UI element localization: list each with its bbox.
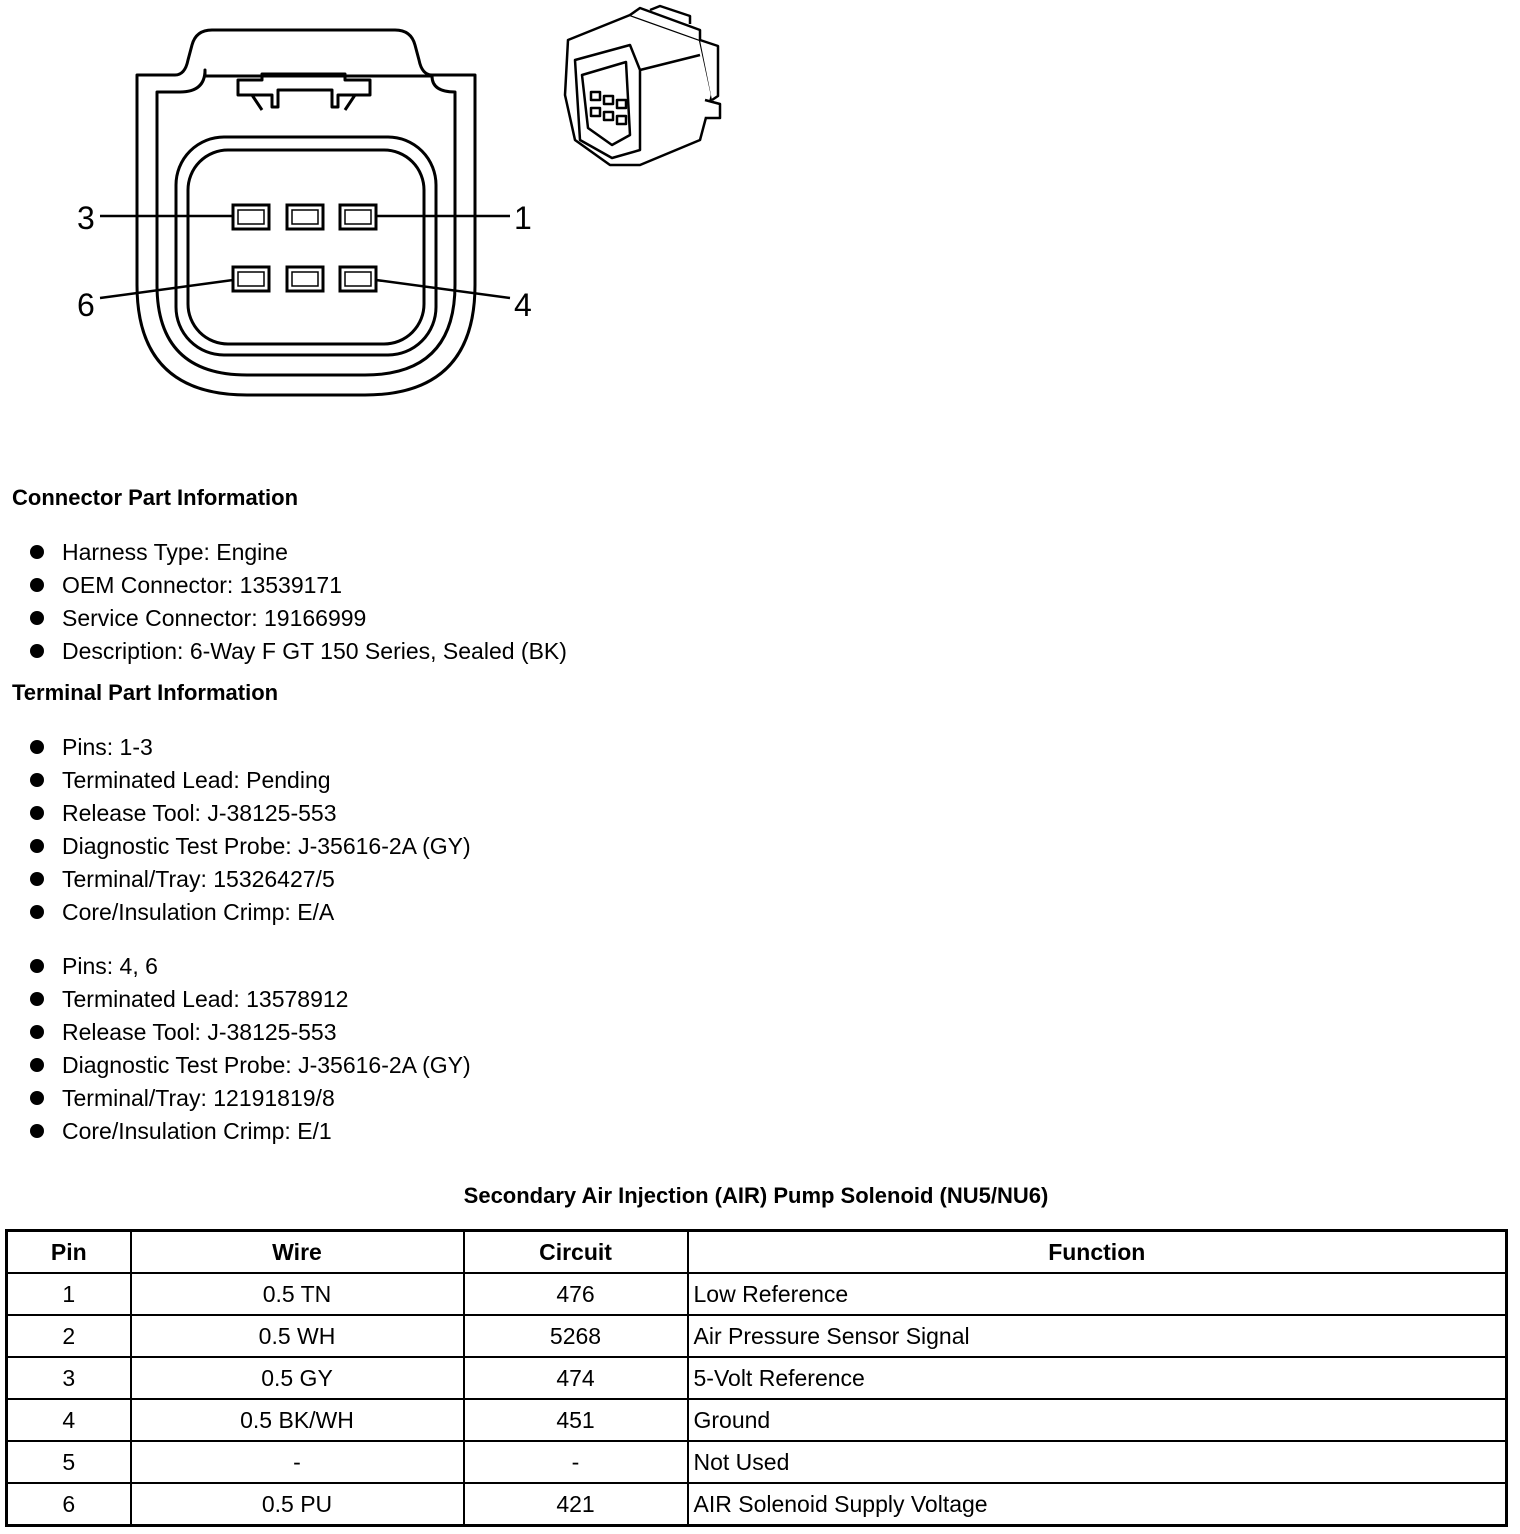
cell-wire: 0.5 PU xyxy=(131,1483,464,1526)
list-item: Diagnostic Test Probe: J-35616-2A (GY) xyxy=(30,830,471,863)
cell-function: Not Used xyxy=(688,1441,1507,1483)
list-item: Pins: 1-3 xyxy=(30,731,471,764)
table-title: Secondary Air Injection (AIR) Pump Solenoid (NU5/NU6) xyxy=(463,1183,1049,1208)
table-row xyxy=(7,1315,1507,1357)
cell-circuit: 474 xyxy=(464,1357,688,1399)
list-item: Diagnostic Test Probe: J-35616-2A (GY) xyxy=(30,1049,471,1082)
cell-function: Low Reference xyxy=(688,1273,1507,1315)
list-item: Description: 6-Way F GT 150 Series, Sealed (BK) xyxy=(30,635,567,668)
pin-label-1: 1 xyxy=(514,200,532,236)
cell-wire: 0.5 GY xyxy=(131,1357,464,1399)
pin-label-6: 6 xyxy=(77,287,95,323)
list-item: Harness Type: Engine xyxy=(30,536,567,569)
list-item: Terminated Lead: Pending xyxy=(30,764,471,797)
list-item: Terminal/Tray: 15326427/5 xyxy=(30,863,471,896)
pin-label-3: 3 xyxy=(77,200,95,236)
cell-pin: 2 xyxy=(7,1315,131,1357)
list-item: Service Connector: 19166999 xyxy=(30,602,567,635)
table-row xyxy=(7,1483,1507,1526)
list-item: Release Tool: J-38125-553 xyxy=(30,797,471,830)
pinout-table xyxy=(5,1229,1508,1527)
cell-pin: 3 xyxy=(7,1357,131,1399)
cell-circuit: 451 xyxy=(464,1399,688,1441)
cell-function: AIR Solenoid Supply Voltage xyxy=(688,1483,1507,1526)
cell-function: 5-Volt Reference xyxy=(688,1357,1507,1399)
pin-label-4: 4 xyxy=(514,287,532,323)
connector-iso-view xyxy=(565,6,720,165)
cell-pin: 6 xyxy=(7,1483,131,1526)
connector-face xyxy=(176,137,436,355)
terminal-part-heading: Terminal Part Information xyxy=(12,680,279,705)
list-item: Core/Insulation Crimp: E/A xyxy=(30,896,471,929)
cell-circuit: 421 xyxy=(464,1483,688,1526)
list-item: Terminal/Tray: 12191819/8 xyxy=(30,1082,471,1115)
connector-diagram xyxy=(0,0,760,420)
terminal-part-list-2 xyxy=(30,950,471,1148)
cell-function: Ground xyxy=(688,1399,1507,1441)
list-item: OEM Connector: 13539171 xyxy=(30,569,567,602)
cell-circuit: - xyxy=(464,1441,688,1483)
table-row xyxy=(7,1357,1507,1399)
list-item: Terminated Lead: 13578912 xyxy=(30,983,471,1016)
cell-wire: 0.5 TN xyxy=(131,1273,464,1315)
terminal-part-list-1 xyxy=(30,731,471,929)
cell-wire: 0.5 WH xyxy=(131,1315,464,1357)
column-header-wire: Wire xyxy=(131,1231,464,1274)
cell-function: Air Pressure Sensor Signal xyxy=(688,1315,1507,1357)
cell-wire: - xyxy=(131,1441,464,1483)
column-header-pin: Pin xyxy=(7,1231,131,1274)
cell-circuit: 476 xyxy=(464,1273,688,1315)
table-row xyxy=(7,1441,1507,1483)
table-header-row xyxy=(7,1231,1507,1274)
cell-circuit: 5268 xyxy=(464,1315,688,1357)
leader-line-4 xyxy=(376,280,510,298)
connector-part-list xyxy=(30,536,567,668)
list-item: Release Tool: J-38125-553 xyxy=(30,1016,471,1049)
cell-pin: 4 xyxy=(7,1399,131,1441)
column-header-circuit: Circuit xyxy=(464,1231,688,1274)
cell-pin: 5 xyxy=(7,1441,131,1483)
list-item: Pins: 4, 6 xyxy=(30,950,471,983)
cell-wire: 0.5 BK/WH xyxy=(131,1399,464,1441)
cell-pin: 1 xyxy=(7,1273,131,1315)
leader-line-6 xyxy=(100,280,233,298)
table-row xyxy=(7,1273,1507,1315)
connector-part-heading: Connector Part Information xyxy=(12,485,299,510)
list-item: Core/Insulation Crimp: E/1 xyxy=(30,1115,471,1148)
column-header-function: Function xyxy=(688,1231,1507,1274)
table-row xyxy=(7,1399,1507,1441)
